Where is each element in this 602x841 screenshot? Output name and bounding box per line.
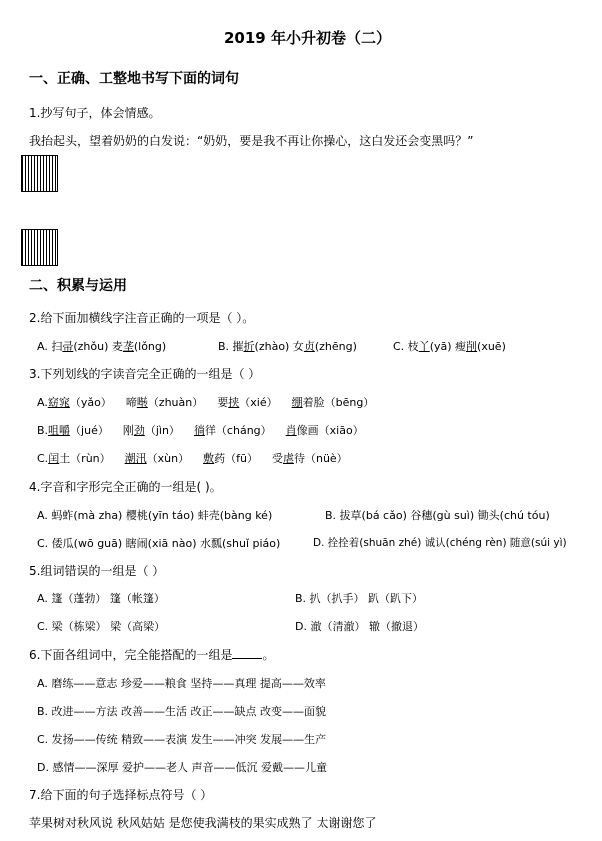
q3-option-b: B.咀嚼（jué） 刚劲（jìn） 徜徉（cháng） 肖像画（xiāo）	[37, 424, 364, 437]
q4-option-d: D. 拴拴着(shuān zhé) 诚认(chéng rèn) 随意(súi yì)	[313, 537, 567, 549]
q7-stem: 7.给下面的句子选择标点符号（ ）	[29, 788, 213, 802]
answer-blank[interactable]	[232, 648, 262, 659]
q3-option-c: C.闰土（rùn） 潮汛（xùn） 敷药（fū） 受虐待（nüè）	[37, 452, 348, 465]
q1-sentence: 我抬起头，望着奶奶的白发说：“奶奶，要是我不再让你操心，这白发还会变黑吗？”	[29, 134, 474, 148]
q4-option-a: A. 蚂蚱(mà zha) 樱桃(yīn táo) 蚌壳(bàng ké)	[37, 509, 273, 522]
q6-option-b: B. 改进——方法 改善——生活 改正——缺点 改变——面貌	[37, 705, 327, 718]
q6-option-a: A. 磨练——意志 珍爱——粮食 坚持——真理 提高——效率	[37, 677, 326, 690]
q3-stem: 3.下列划线的字读音完全正确的一组是（ ）	[29, 367, 261, 381]
q1-stem: 1.抄写句子，体会情感。	[29, 106, 161, 120]
q6-option-c: C. 发扬——传统 精致——表演 发生——冲突 发展——生产	[37, 733, 327, 746]
q5-option-c: C. 梁（栋梁） 梁（高梁）	[37, 620, 166, 633]
q5-stem: 5.组词错误的一组是（ ）	[29, 564, 165, 578]
q2-option-a: A. 扫帚(zhǒu) 麦垄(lǒng)	[37, 340, 167, 353]
q2-option-b: B. 摧折(zhào) 女贞(zhēng)	[218, 340, 357, 353]
writing-grid[interactable]	[21, 155, 58, 192]
q5-option-d: D. 澈（清澈） 辙（撤退）	[295, 620, 424, 633]
q6-stem: 6.下面各组词中，完全能搭配的一组是 。	[29, 648, 275, 662]
q4-option-c: C. 倭瓜(wō guā) 瞎闹(xiā nào) 水瓢(shuǐ piáo)	[37, 537, 281, 550]
q4-stem: 4.字音和字形完全正确的一组是( )。	[29, 480, 222, 494]
writing-grid[interactable]	[21, 229, 58, 266]
q6-option-d: D. 感情——深厚 爱护——老人 声音——低沉 爱戴——儿童	[37, 761, 327, 774]
section2-heading: 二、积累与运用	[29, 278, 127, 294]
q2-stem: 2.给下面加横线字注音正确的一项是（ ）。	[29, 311, 255, 325]
q7-sentence: 苹果树对秋风说 秋风姑姑 是您使我满枝的果实成熟了 太谢谢您了	[29, 816, 377, 830]
q3-option-a: A.窈窕（yǎo） 啼啭（zhuàn） 要挟（xié） 绷着脸（bēng）	[37, 396, 375, 409]
q5-option-a: A. 篷（蓬勃） 篷（帐篷）	[37, 592, 165, 605]
page-title: 2019 年小升初卷（二）	[224, 29, 391, 47]
q4-option-b: B. 拔草(bá cǎo) 谷穗(gù suì) 锄头(chú tóu)	[325, 509, 550, 522]
q5-option-b: B. 扒（扒手） 趴（趴下）	[295, 592, 424, 605]
q2-option-c: C. 枝丫(yā) 瘦削(xuē)	[393, 340, 506, 353]
section1-heading: 一、正确、工整地书写下面的词句	[29, 71, 239, 87]
